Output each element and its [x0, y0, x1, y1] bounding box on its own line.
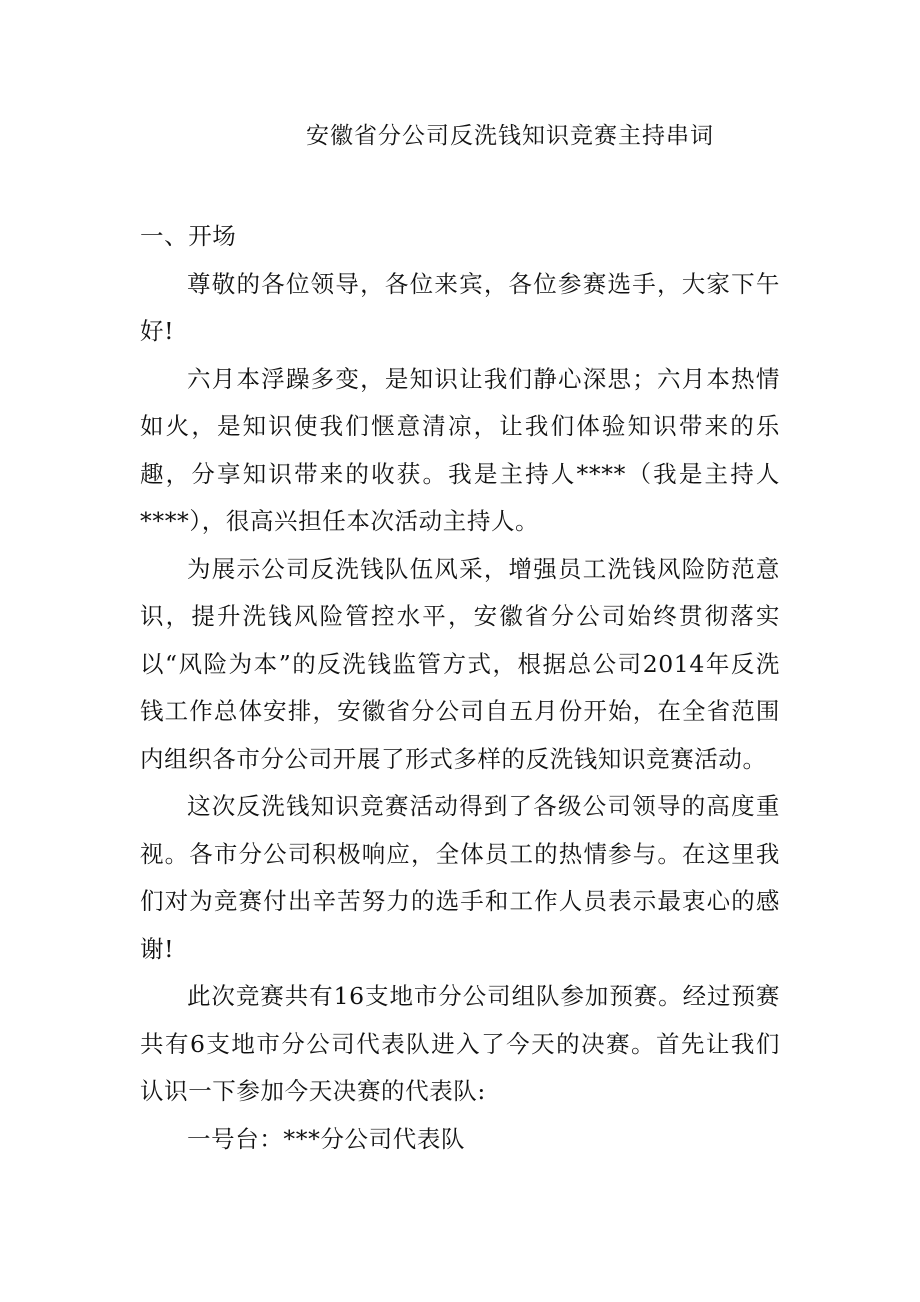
document-body: [140, 213, 780, 1163]
document-title: 安徽省分公司反洗钱知识竞赛主持串词: [306, 123, 714, 149]
section-heading-opening: 一、开场: [140, 222, 237, 250]
paragraph-background: 为展示公司反洗钱队伍风采，增强员工洗钱风险防范意识，提升洗钱风险管控水平，安徽省分公司始终贯彻落实以“风险为本”的反洗钱监管方式，根据总公司2014年反洗钱工作总体安排，安徽省分公司自五月份开始，在全省范围内组织各市分公司开展了形式多样的反洗钱知识竞赛活动。: [140, 554, 780, 773]
paragraph-teams-intro: 此次竞赛共有16支地市分公司组队参加预赛。经过预赛共有6支地市分公司代表队进入了今天的决赛。首先让我们认识一下参加今天决赛的代表队:: [140, 982, 780, 1105]
paragraph-acknowledgement: 这次反洗钱知识竞赛活动得到了各级公司领导的高度重视。各市分公司积极响应，全体员工的热情参与。在这里我们对为竞赛付出辛苦努力的选手和工作人员表示最衷心的感谢!: [140, 792, 780, 963]
paragraph-greeting: 尊敬的各位领导，各位来宾，各位参赛选手，大家下午好!: [140, 269, 780, 345]
paragraph-team-one: 一号台：***分公司代表队: [187, 1124, 466, 1153]
paragraph-host-intro: 六月本浮躁多变，是知识让我们静心深思；六月本热情如火，是知识使我们惬意清凉，让我们体验知识带来的乐趣，分享知识带来的收获。我是主持人****（我是主持人****），很高兴担任本次活动主持人。: [140, 364, 780, 535]
